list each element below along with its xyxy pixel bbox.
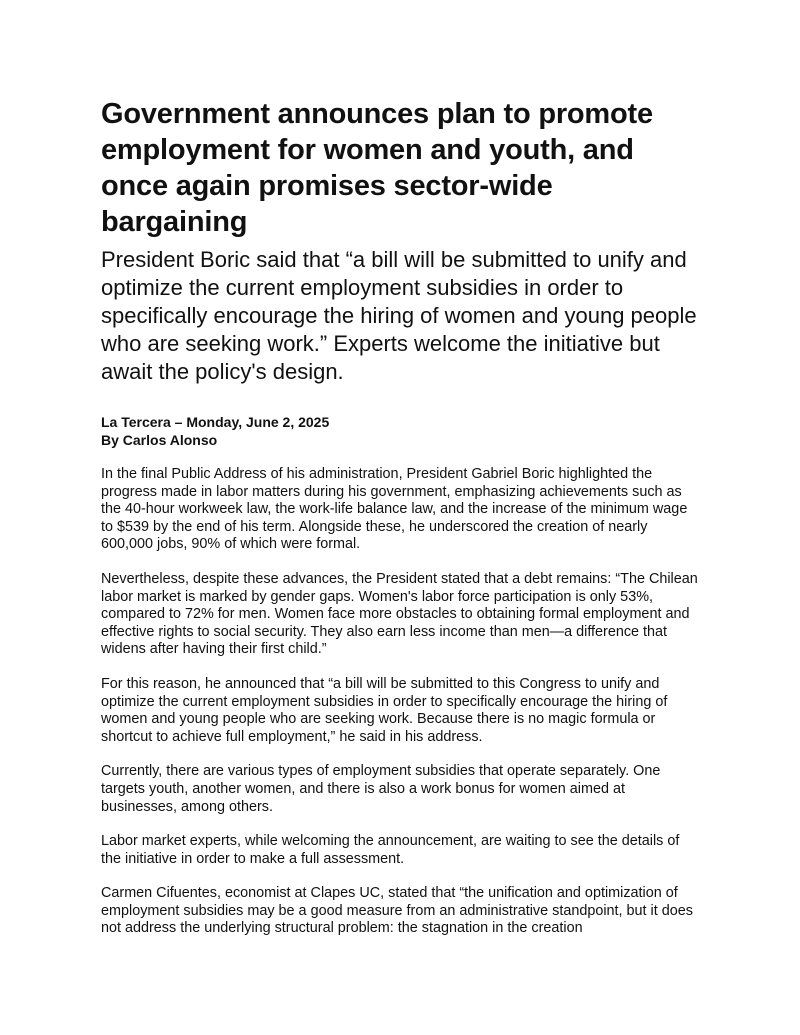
article-headline: Government announces plan to promote employment for women and youth, and once again promises sector-wide bargaining bbox=[101, 98, 653, 238]
article-subheadline: President Boric said that “a bill will be submitted to unify and optimize the current employment subsidies in order to specifically encourage the hiring of women and young people who are seeking work.” Experts welcome the initiative but await the policy's design. bbox=[101, 247, 697, 384]
article-body bbox=[101, 466, 701, 938]
source-date-line: La Tercera – Monday, June 2, 2025 bbox=[101, 414, 330, 430]
body-paragraph: For this reason, he announced that “a bill will be submitted to this Congress to unify and optimize the current employment subsidies in order to specifically encourage the hiring of women and young people who are seeking work. Because there is no magic formula or shortcut to achieve full employment,” he said in his address. bbox=[101, 675, 668, 745]
body-paragraph: In the final Public Address of his administration, President Gabriel Boric highlighted the progress made in labor matters during his government, emphasizing achievements such as the 40-hour workweek law, the work-life balance law, and the increase of the minimum wage to $539 by the end of his term. Alongside these, he underscored the creation of nearly 600,000 jobs, 90% of which were formal. bbox=[101, 466, 688, 553]
byline bbox=[101, 413, 701, 449]
body-paragraph: Labor market experts, while welcoming the announcement, are waiting to see the details of the initiative in order to make a full assessment. bbox=[101, 833, 680, 867]
body-paragraph: Currently, there are various types of employment subsidies that operate separately. One targets youth, another women, and there is also a work bonus for women aimed at businesses, among others. bbox=[101, 763, 661, 815]
body-paragraph: Nevertheless, despite these advances, the President stated that a debt remains: “The Chilean labor market is marked by gender gaps. Women's labor force participation is only 53%, compared to 72% for men. Women face more obstacles to obtaining formal employment and effective rights to social security. They also earn less income than men—a difference that widens after having their first child.” bbox=[101, 570, 698, 658]
body-paragraph: Carmen Cifuentes, economist at Clapes UC, stated that “the unification and optimization of employment subsidies may be a good measure from an administrative standpoint, but it does not address the underlying structural problem: the stagnation in the creation bbox=[101, 885, 693, 937]
document-page bbox=[101, 96, 701, 955]
author-line: By Carlos Alonso bbox=[101, 432, 218, 448]
